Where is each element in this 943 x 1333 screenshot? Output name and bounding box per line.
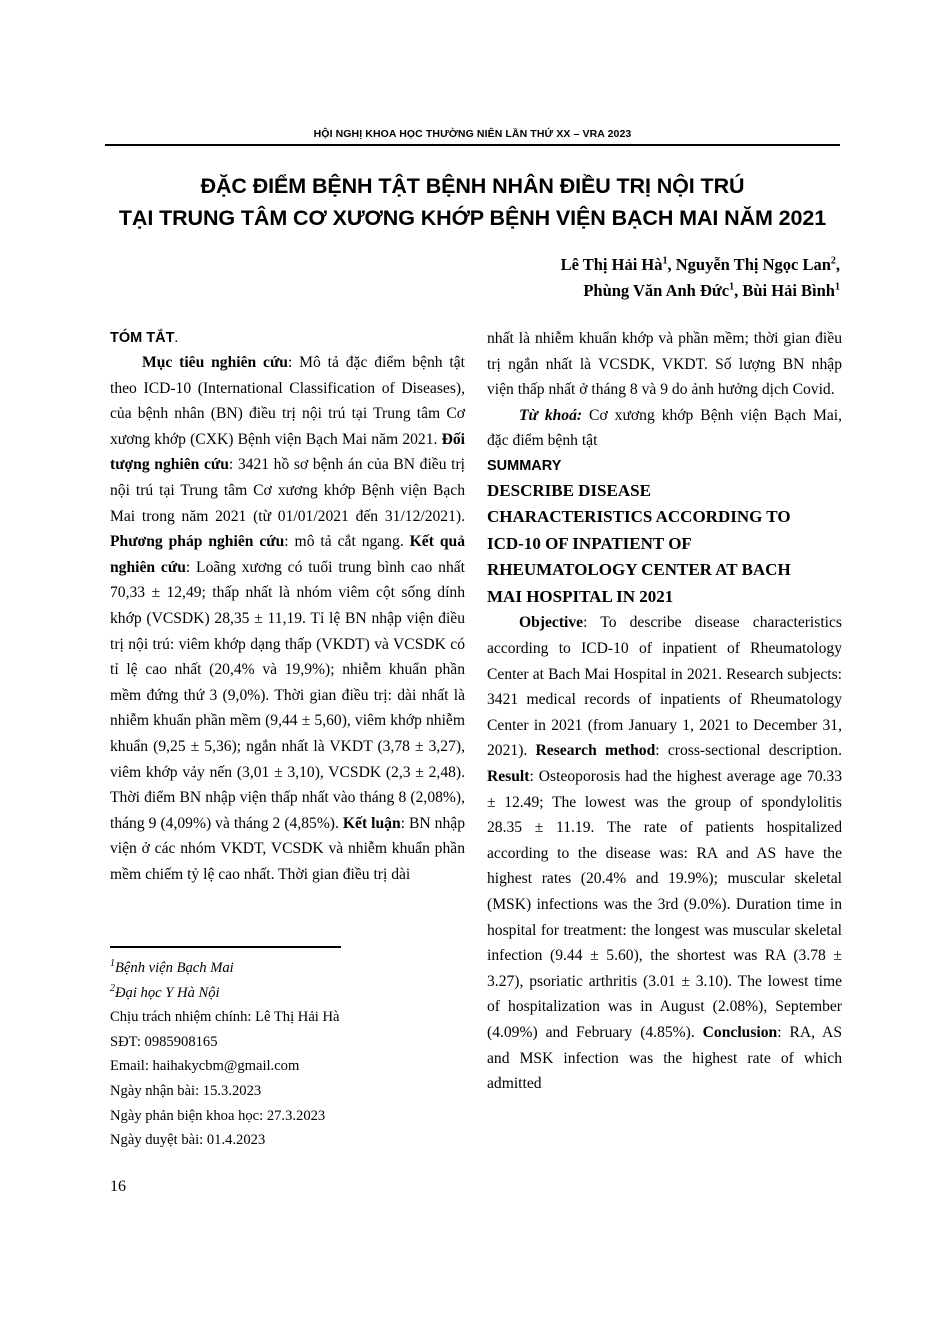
affiliation-2 [110, 981, 470, 1006]
author-separator-1: , Nguyễn Thị Ngọc Lan [667, 255, 831, 274]
page-title [105, 170, 840, 234]
keywords-label: Từ khoá: [519, 406, 583, 424]
summary-heading: SUMMARY [487, 457, 562, 474]
english-abstract-paragraph [487, 610, 842, 1096]
phone-number: SĐT: 0985908165 [110, 1033, 218, 1050]
en-text-a: : To describe disease characteristics according to ICD-10 of inpatient of Rheumatology Center at Bach Mai Hospital in 2021. Research subjects: 3421 medical records of inpatients of Rheumatology Center in 2021 (from January 1, 2021 to December 31, 2021). [487, 614, 842, 760]
abstract-text-e: : BN nhập viện ở các nhóm VKDT, VCSDK và nhiễm khuẩn phần mềm chiếm tỷ lệ cao nhất. Thời gian điều trị dài [110, 814, 465, 883]
abstract-lead-conclusion: Kết luận [342, 814, 401, 832]
abstract-lead-method: Phương pháp nghiên cứu [110, 533, 285, 551]
author-names-1: Lê Thị Hải Hà [560, 255, 663, 274]
en-lead-result: Result [487, 768, 530, 786]
author-separator-2: , Bùi Hải Bình [734, 281, 835, 300]
en-lead-objective: Objective [519, 614, 584, 632]
page-number: 16 [110, 1178, 126, 1195]
author-line-end-1: , [835, 255, 840, 274]
abstract-paragraph [110, 350, 465, 887]
date-received: Ngày nhận bài: 15.3.2023 [110, 1082, 262, 1099]
keywords-text: Cơ xương khớp Bệnh viện Bạch Mai, đặc điểm bệnh tật [487, 406, 842, 450]
abstract-lead-subjects: Đối tượng nghiên cứu [110, 430, 465, 474]
abstract-text-a: : Mô tả đặc điểm bệnh tật theo ICD-10 (International Classification of Diseases), của bệnh nhân (BN) điều trị nội trú tại Trung tâm Cơ xương khớp (CXK) Bệnh viện Bạch Mai năm 2021. [110, 354, 465, 448]
en-title-line-4: RHEUMATOLOGY CENTER AT BACH [487, 560, 791, 580]
author-affil-marker: 1 [729, 281, 735, 293]
author-names-2: Phùng Văn Anh Đức [583, 281, 730, 300]
abstract-heading-punct: . [174, 330, 179, 346]
en-title-line-3: ICD-10 OF INPATIENT OF [487, 533, 692, 553]
abstract-heading [110, 326, 465, 350]
author-line-1 [340, 252, 840, 278]
en-title-line-1: DESCRIBE DISEASE [487, 480, 651, 500]
affiliation-2-text: Đại học Y Hà Nội [115, 984, 220, 1001]
abstract-text-c: : mô tả cắt ngang. [284, 533, 410, 551]
en-lead-conclusion: Conclusion [702, 1023, 778, 1041]
abstract-text-d: : Loãng xương có tuổi trung bình cao nhất 70,33 ± 12,49; thấp nhất là nhóm viêm cột sống dính khớp (VCSDK) 28,35 ± 11,19. Tỉ lệ BN nhập viện điều trị nội trú: viêm khớp dạng thấp (VKDT) và VCSDK có tỉ lệ cao nhất (20,4% và 19,9%); nhiễm khuẩn phần mềm đứng thứ 3 (9,0%). Thời gian điều trị: dài nhất là nhiễm khuẩn phần mềm (9,44 ± 5,60), viêm khớp nhiễm khuẩn (9,25 ± 5,36); ngắn nhất là VKDT (3,78 ± 3,27), viêm khớp vảy nến (3,01 ± 3,10), VCSDK (2,3 ± 2,48). Thời điểm BN nhập viện thấp nhất vào tháng 8 (2,08%), tháng 9 (4,09%) và tháng 2 (4,85%). [110, 558, 465, 832]
title-line-2: TẠI TRUNG TÂM CƠ XƯƠNG KHỚP BỆNH VIỆN BẠCH MAI NĂM 2021 [118, 206, 827, 230]
right-column [487, 326, 842, 1097]
footnote-rule [110, 946, 341, 948]
date-accepted: Ngày duyệt bài: 01.4.2023 [110, 1132, 266, 1149]
abstract-heading-text: TÓM TẮT [110, 330, 175, 346]
footnote-block [110, 956, 470, 1153]
running-head: HỘI NGHỊ KHOA HỌC THƯỜNG NIÊN LẦN THỨ XX – VRA 2023 [313, 128, 632, 140]
abstract-lead-result: Kết quả nghiên cứu [110, 533, 465, 576]
keywords-paragraph [487, 403, 842, 454]
abstract-lead-objective: Mục tiêu nghiên cứu [142, 354, 288, 371]
affiliation-1 [110, 956, 470, 981]
header-rule [105, 144, 840, 146]
en-text-d: : RA, AS and MSK infection was the highest rate of which admitted [487, 1023, 842, 1093]
en-title-line-5: MAI HOSPITAL IN 2021 [487, 586, 674, 606]
corresponding-author: Chịu trách nhiệm chính: Lê Thị Hải Hà [110, 1009, 340, 1026]
en-title-line-2: CHARACTERISTICS ACCORDING TO [487, 507, 791, 527]
author-affil-marker: 2 [830, 255, 836, 267]
affiliation-marker-2: 2 [110, 982, 115, 994]
email-address: Email: haihakycbm@gmail.com [110, 1058, 300, 1075]
left-column [110, 326, 465, 887]
title-line-1: ĐẶC ĐIỂM BỆNH TẬT BỆNH NHÂN ĐIỀU TRỊ NỘI TRÚ [200, 174, 745, 198]
english-title [487, 478, 842, 611]
author-affil-marker: 1 [662, 255, 668, 267]
en-text-b: : cross-sectional description. [655, 742, 842, 760]
affiliation-marker-1: 1 [110, 958, 115, 970]
date-reviewed: Ngày phản biện khoa học: 27.3.2023 [110, 1107, 326, 1124]
author-affil-marker: 1 [835, 281, 840, 293]
en-text-c: : Osteoporosis had the highest average age 70.33 ± 12.49; The lowest was the group of spondylolitis 28.35 ± 11.19. The rate of patients hospitalized according to the disease was: RA and AS have the highest rates (20.4% and 19.9%); muscular skeletal (MSK) infections was the 3rd (9.0%). Duration time in hospital for treatment: the longest was muscular skeletal infection (9.44 ± 5.60), the shortest was RA (3.78 ± 3.27), psoriatic arthritis (3.01 ± 3.10). The lowest time of hospitalization was in August (2.08%), September (4.09%) and February (4.85%). [487, 768, 842, 1041]
author-line-2 [340, 278, 840, 304]
affiliation-1-text: Bệnh viện Bạch Mai [115, 960, 234, 976]
author-list [340, 252, 840, 304]
en-lead-method: Research method [535, 742, 656, 760]
abstract-continuation: nhất là nhiễm khuẩn khớp và phần mềm; thời gian điều trị ngắn nhất là VCSDK, VKDT. Số lượng BN nhập viện thấp nhất ở tháng 8 và 9 do ảnh hưởng dịch Covid. [487, 330, 842, 399]
abstract-text-b: : 3421 hồ sơ bệnh án của BN điều trị nội trú tại Trung tâm Cơ xương khớp Bệnh viện Bạch Mai trong năm 2021 (từ 01/01/2021 đến 31/12/2021). [110, 456, 465, 525]
